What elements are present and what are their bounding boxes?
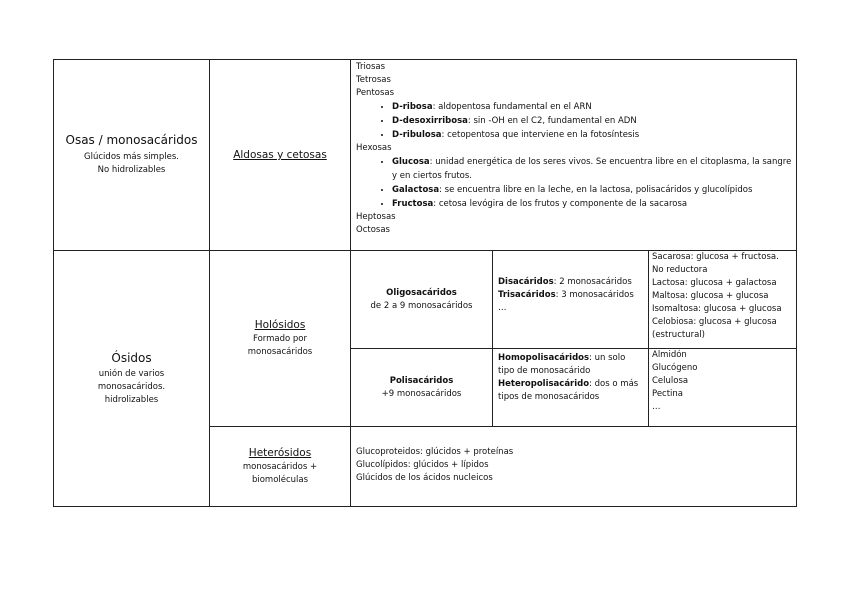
list-item	[392, 183, 792, 197]
trisacaridos-text: : 3 monosacáridos	[555, 290, 634, 300]
tetrosas-label: Tetrosas	[356, 75, 391, 85]
osidos-cell	[54, 251, 209, 506]
pentosa-text: : aldopentosa fundamental en el ARN	[432, 102, 592, 112]
oligosacaridos-desc: de 2 a 9 monosacáridos	[370, 300, 473, 311]
pentosa-text: : sin -OH en el C2, fundamental en ADN	[467, 116, 637, 126]
list-item: Lactosa: glucosa + galactosa	[652, 278, 777, 288]
disacaridos-cell	[498, 276, 646, 336]
hexosa-text: : cetosa levógira de los frutos y componente de la sacarosa	[433, 199, 688, 209]
list-item: Almidón	[652, 350, 687, 360]
oligosacaridos-title: Oligosacáridos	[386, 287, 457, 298]
hetero-text: : dos o más	[589, 379, 639, 389]
holosidos-cell	[210, 251, 350, 426]
homo-line	[498, 352, 646, 365]
hexosas-label: Hexosas	[356, 143, 392, 153]
oligo-ellipsis: …	[498, 303, 507, 313]
list-item: Pectina	[652, 389, 684, 399]
osas-desc-1: Glúcidos más simples.	[84, 152, 179, 162]
hetero-line	[498, 378, 646, 391]
heterosidos-cell	[210, 427, 350, 506]
pentosas-label: Pentosas	[356, 88, 395, 98]
col-divider-4	[648, 250, 649, 427]
hexosa-name: Glucosa	[392, 157, 430, 167]
holosidos-title: Holósidos	[254, 318, 306, 331]
aldosas-title: Aldosas y cetosas	[233, 149, 327, 161]
disacaridos-text: : 2 monosacáridos	[553, 277, 632, 287]
osas-desc-2: No hidrolizables	[97, 165, 166, 175]
polisacaridos-title: Polisacáridos	[389, 375, 454, 386]
holosidos-desc-1: Formado por	[252, 333, 307, 344]
homo-line-2: tipo de monosacárido	[498, 366, 591, 376]
osas-cell	[54, 60, 209, 250]
oligosacaridos-cell	[351, 251, 492, 348]
osidos-desc-2: monosacáridos.	[97, 381, 166, 392]
triosas-label: Triosas	[356, 62, 386, 72]
monosacaridos-list	[356, 61, 792, 249]
list-item	[392, 128, 792, 142]
list-item: (estructural)	[652, 330, 705, 340]
octosas-label: Octosas	[356, 225, 390, 235]
aldosas-cell	[210, 60, 350, 250]
trisacaridos-name: Trisacáridos	[498, 290, 556, 300]
list-item: Glucolípidos: glúcidos + lípidos	[356, 460, 489, 470]
list-item: Sacarosa: glucosa + fructosa.	[652, 252, 779, 262]
hexosa-name: Fructosa	[392, 199, 434, 209]
pentosa-text: : cetopentosa que interviene en la fotosíntesis	[441, 130, 640, 140]
list-item: Glucógeno	[652, 363, 698, 373]
pentosa-name: D-ribosa	[392, 102, 433, 112]
osas-title: Osas / monosacáridos	[65, 133, 198, 147]
homopolisacaridos-cell	[498, 352, 646, 424]
pentosa-name: D-desoxirribosa	[392, 116, 468, 126]
list-item: No reductora	[652, 265, 708, 275]
homo-name: Homopolisacáridos	[498, 353, 590, 363]
pentosa-name: D-ribulosa	[392, 130, 442, 140]
poli-examples-cell	[652, 349, 796, 426]
hexosa-text: : se encuentra libre en la leche, en la lactosa, polisacáridos y glucolípidos	[439, 185, 753, 195]
list-item	[392, 155, 792, 183]
hexosa-text: : unidad energética de los seres vivos. Se encuentra libre en el citoplasma, la sangre y en ciertos frutos.	[392, 157, 792, 181]
list-item	[392, 114, 792, 128]
list-item: …	[652, 402, 661, 412]
disacaridos-name: Disacáridos	[498, 277, 554, 287]
heterosidos-list	[356, 446, 792, 496]
list-item: Isomaltosa: glucosa + glucosa	[652, 304, 782, 314]
heterosidos-desc-1: monosacáridos +	[242, 461, 318, 472]
heptosas-label: Heptosas	[356, 212, 396, 222]
polisacaridos-cell	[351, 349, 492, 426]
heterosidos-desc-2: biomoléculas	[251, 474, 309, 485]
osidos-desc-3: hidrolizables	[104, 394, 159, 405]
list-item: Celobiosa: glucosa + glucosa	[652, 317, 777, 327]
list-item	[392, 100, 792, 114]
list-item: Celulosa	[652, 376, 689, 386]
list-item: Maltosa: glucosa + glucosa	[652, 291, 769, 301]
disacaridos-line	[498, 276, 646, 289]
hexosa-name: Galactosa	[392, 185, 440, 195]
list-item: Glucoproteidos: glúcidos + proteínas	[356, 447, 514, 457]
osidos-desc-1: unión de varios	[98, 368, 165, 379]
oligo-examples-cell	[652, 251, 796, 348]
pentosas-list	[356, 100, 792, 142]
list-item: Glúcidos de los ácidos nucleicos	[356, 473, 493, 483]
col-divider-3	[492, 250, 493, 427]
holosidos-desc-2: monosacáridos	[247, 346, 313, 357]
osidos-title: Ósidos	[111, 350, 152, 365]
hexosas-list	[356, 155, 792, 211]
table-border-bottom	[53, 506, 797, 507]
heterosidos-title: Heterósidos	[248, 446, 312, 459]
table-border-right	[796, 59, 797, 507]
hetero-name: Heteropolisacárido	[498, 379, 590, 389]
hetero-line-2: tipos de monosacáridos	[498, 392, 600, 402]
trisacaridos-line	[498, 289, 646, 302]
homo-text: : un solo	[589, 353, 626, 363]
polisacaridos-desc: +9 monosacáridos	[381, 388, 462, 399]
list-item	[392, 197, 792, 211]
